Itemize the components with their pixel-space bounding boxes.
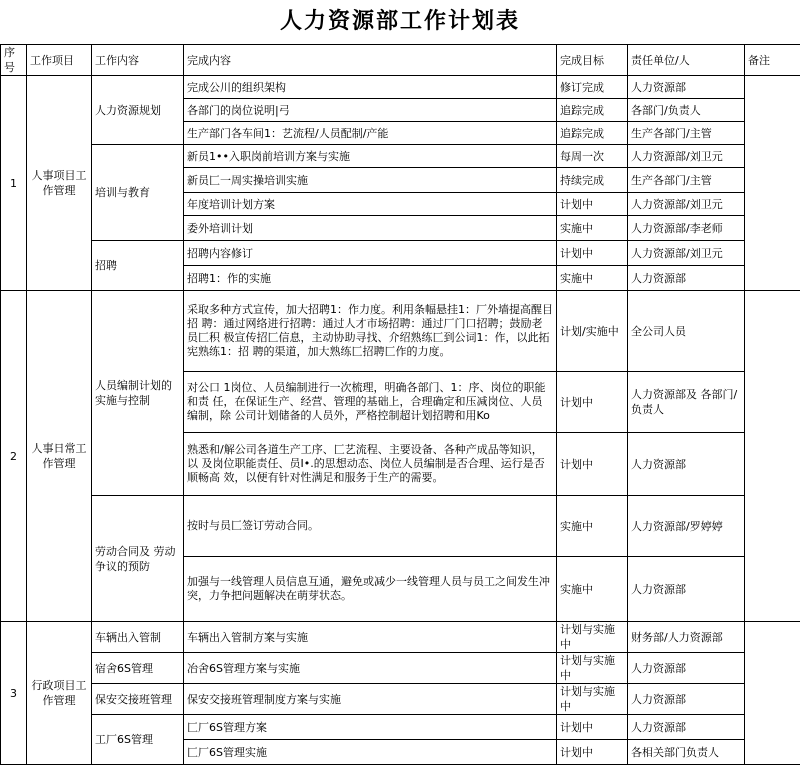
responsible-owner: 人力资源部/李老师 [628, 216, 745, 241]
completion-target: 计划中 [557, 193, 628, 216]
table-row [1, 76, 800, 99]
completion-detail: 各部门的岗位说明|弓 [184, 99, 557, 122]
completion-detail: 采取多种方式宣传，加大招聘1：作力度。利用条幅悬挂1：厂外墙提高醒目招 聘：通过网络进行招聘：通过人才市场招聘：通过厂门口招聘；鼓励老员匚积 极宣传招匚信息，主动协助寻找、介绍熟练匚到公词1：作，以此拓宪熟练1：招 聘的渠道，加大熟练匚招聘匚作的力度。 [184, 291, 557, 372]
work-project: 人事项目工作管理 [27, 76, 92, 291]
completion-target: 计划与实施中 [557, 684, 628, 715]
completion-detail: 按时与员匚签订劳动合同。 [184, 496, 557, 557]
responsible-owner: 人力资源部/刘卫元 [628, 145, 745, 168]
completion-detail: 加强与一线管理人员信息互通，避免或减少一线管理人员与员工之间发生冲 突，力争把问题解决在萌芽状态。 [184, 557, 557, 622]
completion-detail: 匚厂6S管理方案 [184, 715, 557, 740]
responsible-owner: 全公司人员 [628, 291, 745, 372]
table-row [1, 145, 800, 168]
completion-target: 计划中 [557, 372, 628, 433]
completion-target: 追踪完成 [557, 99, 628, 122]
responsible-owner: 人力资源部/罗婷婷 [628, 496, 745, 557]
completion-detail: 委外培训计划 [184, 216, 557, 241]
header-cell: 序号 [1, 45, 27, 76]
completion-detail: 对公口 1岗位、人员编制进行一次梳理，明确各部门、1：序、岗位的职能和责 任，在保证生产、经营、管理的基础上，合理确定和压减岗位、人员编制，除 公司计划储备的人员外，严格控制超计划招聘和用Ko [184, 372, 557, 433]
completion-detail: 匚厂6S管理实施 [184, 740, 557, 765]
header-row [1, 45, 800, 76]
work-content: 人员编制计划的 实施与控制 [92, 291, 184, 496]
responsible-owner: 人力资源部/刘卫元 [628, 193, 745, 216]
row-number: 3 [1, 622, 27, 765]
remark-cell [745, 291, 800, 622]
completion-target: 实施中 [557, 266, 628, 291]
completion-detail: 车辆出入管制方案与实施 [184, 622, 557, 653]
work-content: 招聘 [92, 241, 184, 291]
work-plan-table [0, 44, 800, 765]
completion-target: 修订完成 [557, 76, 628, 99]
table-row [1, 684, 800, 715]
completion-target: 计划中 [557, 715, 628, 740]
completion-target: 追踪完成 [557, 122, 628, 145]
header-cell: 完成目标 [557, 45, 628, 76]
completion-target: 实施中 [557, 216, 628, 241]
work-content: 宿舍6S管理 [92, 653, 184, 684]
responsible-owner: 人力资源部 [628, 266, 745, 291]
responsible-owner: 人力资源部 [628, 684, 745, 715]
remark-cell [745, 76, 800, 291]
responsible-owner: 人力资源部 [628, 653, 745, 684]
completion-target: 计划与实施中 [557, 622, 628, 653]
table-row [1, 715, 800, 740]
completion-detail: 年度培训计划方案 [184, 193, 557, 216]
table-row [1, 653, 800, 684]
work-project: 行政项目工作管理 [27, 622, 92, 765]
completion-detail: 冶舍6S管理方案与实施 [184, 653, 557, 684]
completion-detail: 招聘内容修订 [184, 241, 557, 266]
header-cell: 完成内容 [184, 45, 557, 76]
table-row [1, 291, 800, 372]
work-content: 工厂6S管理 [92, 715, 184, 765]
completion-detail: 完成公川的组织架构 [184, 76, 557, 99]
row-number: 2 [1, 291, 27, 622]
work-project: 人事日常工作管理 [27, 291, 92, 622]
responsible-owner: 生产各部门/主管 [628, 168, 745, 193]
responsible-owner: 人力资源部 [628, 557, 745, 622]
header-cell: 责任单位/人 [628, 45, 745, 76]
header-cell: 工作内容 [92, 45, 184, 76]
work-content: 人力资源规划 [92, 76, 184, 145]
completion-detail: 熟悉和/解公司各道生产工序、匚艺流程、主要设备、各种产成品等知识，以 及岗位职能责任、员I•.的思想动态、岗位人员编制是否合理、运行是否顺畅高 效，以便有针对性满足和服务于生产的需要。 [184, 433, 557, 496]
completion-target: 计划中 [557, 740, 628, 765]
completion-detail: 新员匚一周实操培训实施 [184, 168, 557, 193]
completion-target: 计划/实施中 [557, 291, 628, 372]
completion-target: 计划中 [557, 433, 628, 496]
responsible-owner: 人力资源部 [628, 76, 745, 99]
responsible-owner: 各相关部门负责人 [628, 740, 745, 765]
completion-target: 每周一次 [557, 145, 628, 168]
row-number: 1 [1, 76, 27, 291]
responsible-owner: 人力资源部及 各部门/负责人 [628, 372, 745, 433]
table-row [1, 241, 800, 266]
responsible-owner: 人力资源部 [628, 715, 745, 740]
remark-cell [745, 622, 800, 765]
header-cell: 备注 [745, 45, 800, 76]
work-content: 劳动合同及 劳动争议的预防 [92, 496, 184, 622]
completion-target: 计划与实施中 [557, 653, 628, 684]
completion-target: 实施中 [557, 557, 628, 622]
work-content: 保安交接班管理 [92, 684, 184, 715]
responsible-owner: 人力资源部/刘卫元 [628, 241, 745, 266]
table-row [1, 496, 800, 557]
responsible-owner: 财务部/人力资源部 [628, 622, 745, 653]
completion-target: 实施中 [557, 496, 628, 557]
page-title: 人力资源部工作计划表 [0, 0, 800, 44]
header-cell: 工作项目 [27, 45, 92, 76]
completion-detail: 生产部门各车间1：艺流程/人员配制/产能 [184, 122, 557, 145]
responsible-owner: 生产各部门/主管 [628, 122, 745, 145]
work-content: 培训与教育 [92, 145, 184, 241]
completion-detail: 新员1••入职岗前培训方案与实施 [184, 145, 557, 168]
table-row [1, 622, 800, 653]
responsible-owner: 人力资源部 [628, 433, 745, 496]
responsible-owner: 各部门/负责人 [628, 99, 745, 122]
work-content: 车辆出入管制 [92, 622, 184, 653]
completion-detail: 招聘1：作的实施 [184, 266, 557, 291]
completion-target: 持续完成 [557, 168, 628, 193]
completion-detail: 保安交接班管理制度方案与实施 [184, 684, 557, 715]
completion-target: 计划中 [557, 241, 628, 266]
